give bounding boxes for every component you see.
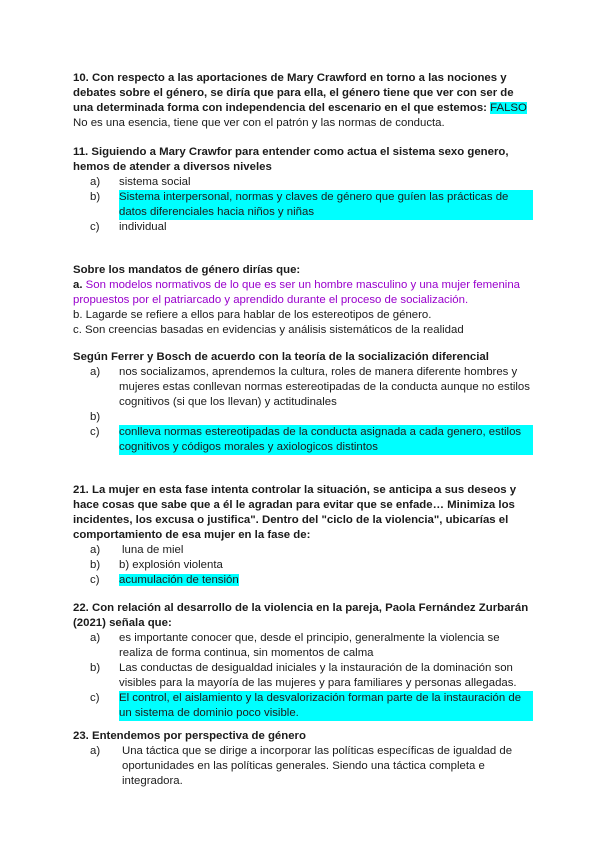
option-text: Las conductas de desigualdad iniciales y la instauración de la dominación son visibles para la mayoría de las mujeres y para familiares y personas allegadas. [119, 662, 517, 689]
question-11-options [73, 175, 533, 235]
question-ferrer-stem: Según Ferrer y Bosch de acuerdo con la teoría de la socialización diferencial [73, 351, 489, 363]
question-21-option-b [73, 558, 533, 573]
question-22 [73, 601, 533, 721]
question-21-options [73, 543, 533, 588]
question-ferrer-option-c [73, 425, 533, 455]
question-21-option-a [73, 543, 533, 558]
question-10-explanation: No es una esencia, tiene que ver con el patrón y las normas de conducta. [73, 117, 445, 129]
option-text [119, 410, 533, 425]
question-10-stem-text: 10. Con respecto a las aportaciones de Mary Crawford en torno a las nociones y debates sobre el género, se diría que para ella, el género tiene que ver con ser de una determinada forma con independencia del escenario en el que estemos: [73, 72, 514, 114]
question-11 [73, 145, 533, 235]
question-22-option-b [73, 661, 533, 691]
option-label: b) [90, 191, 101, 203]
option-text: es importante conocer que, desde el principio, generalmente la violencia se realiza de forma continua, sin momentos de calma [119, 632, 500, 659]
question-23-stem: 23. Entendemos por perspectiva de género [73, 730, 306, 742]
option-text-purple: Son modelos normativos de lo que es ser un hombre masculino y una mujer femenina propuestos por el patriarcado y aprendido durante el proceso de socialización. [73, 279, 521, 306]
option-label: a. [73, 279, 83, 291]
question-11-option-b [73, 190, 533, 220]
question-ferrer-bosch [73, 350, 533, 455]
option-text-highlighted: acumulación de tensión [119, 574, 239, 586]
option-label: a) [90, 632, 101, 644]
option-label: c) [90, 574, 100, 586]
question-ferrer-option-b [73, 410, 533, 425]
question-11-option-c [73, 220, 533, 235]
option-label: c) [90, 426, 100, 438]
question-11-stem: 11. Siguiendo a Mary Crawfor para entender como actua el sistema sexo genero, hemos de atender a diversos niveles [73, 146, 509, 173]
question-10 [73, 71, 533, 131]
question-23-options [73, 744, 533, 789]
question-10-stem [73, 71, 533, 116]
option-label: c) [90, 221, 100, 233]
option-label: b) [90, 411, 101, 423]
option-label: a) [90, 745, 101, 757]
option-text: Una táctica que se dirige a incorporar las políticas específicas de igualdad de oportunidades en las políticas generales. Siendo una táctica completa e integradora. [122, 745, 513, 787]
option-label: a) [90, 366, 101, 378]
question-mandatos [73, 263, 533, 338]
question-22-option-c [73, 691, 533, 721]
question-21-option-c [73, 573, 533, 588]
question-ferrer-options [73, 365, 533, 455]
question-22-options [73, 631, 533, 721]
option-label: c) [90, 692, 100, 704]
option-text: individual [119, 221, 167, 233]
option-label: a) [90, 544, 101, 556]
option-text-highlighted: Sistema interpersonal, normas y claves de género que guíen las prácticas de datos diferenciales hacia niños y niñas [119, 190, 533, 220]
option-label: a) [90, 176, 101, 188]
question-11-option-a [73, 175, 533, 190]
question-21-stem: 21. La mujer en esta fase intenta controlar la situación, se anticipa a sus deseos y hace cosas que sabe que a él le agradan para evitar que se enfade… Minimiza los incidentes, los excusa o justifica". Dentro del "ciclo de la violencia", ubicarías el comportamiento de esa mujer en la fase de: [73, 484, 517, 541]
question-10-answer: FALSO [490, 102, 527, 114]
question-mandatos-stem: Sobre los mandatos de género dirías que: [73, 264, 301, 276]
question-23 [73, 729, 533, 789]
option-text: sistema social [119, 176, 191, 188]
question-mandatos-option-c: c. Son creencias basadas en evidencias y análisis sistemáticos de la realidad [73, 324, 464, 336]
option-label: b) [90, 559, 101, 571]
question-mandatos-option-b: b. Lagarde se refiere a ellos para hablar de los estereotipos de género. [73, 309, 432, 321]
option-text: nos socializamos, aprendemos la cultura, roles de manera diferente hombres y mujeres estas conllevan normas estereotipadas de la conducta aunque no estilos cognitivos (si que los llevan) y actitudinales [119, 366, 530, 408]
question-23-option-a [73, 744, 533, 789]
question-22-option-a [73, 631, 533, 661]
option-text: luna de miel [122, 544, 184, 556]
option-text-highlighted: El control, el aislamiento y la desvalorización forman parte de la instauración de un sistema de dominio poco visible. [119, 691, 533, 721]
question-ferrer-option-a [73, 365, 533, 410]
question-mandatos-option-a [73, 278, 533, 308]
option-text: b) explosión violenta [119, 559, 223, 571]
question-22-stem: 22. Con relación al desarrollo de la violencia en la pareja, Paola Fernández Zurbarán (2021) señala que: [73, 602, 529, 629]
option-label: b) [90, 662, 101, 674]
option-text-highlighted: conlleva normas estereotipadas de la conducta asignada a cada genero, estilos cognitivos y códigos morales y axiologicos distintos [119, 425, 533, 455]
question-21 [73, 483, 533, 588]
